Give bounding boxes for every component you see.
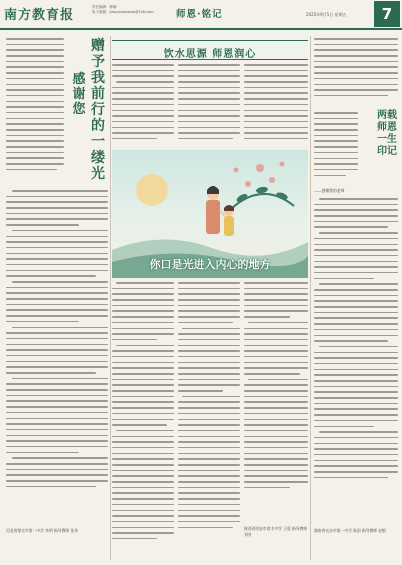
editor-line: 责任编辑：韩静 xyxy=(92,5,117,9)
masthead-logo: 南方教育报 xyxy=(4,8,75,23)
middle-bottom-col2 xyxy=(178,282,240,558)
middle-top-col1 xyxy=(112,64,174,148)
right-article-subtitle: ——感谢我的老师 xyxy=(314,188,345,193)
email-line: 电子邮箱：jiaoyuzhoubao@126.com xyxy=(92,10,154,14)
column-divider-right xyxy=(310,36,311,560)
right-article-body-top xyxy=(314,112,358,182)
masthead-meta xyxy=(92,5,154,15)
middle-article-author: 陕西省西安市育才中学 王晨 指导教师 刘芳 xyxy=(244,526,308,537)
right-article-author: 湖南省长沙市第一中学 陈雨 指导教师 赵敏 xyxy=(314,528,386,533)
middle-bottom-col1 xyxy=(112,282,174,558)
right-article-title: 两载师恩一生印记 xyxy=(377,110,397,157)
left-article-title-part2: 赠予我前行的一缕光 xyxy=(91,38,105,182)
column-divider-left xyxy=(110,36,111,560)
banner-title: 饮水思源 师恩润心 xyxy=(163,49,257,60)
left-article-author: 河北省保定市第一中学 李明 指导教师 张华 xyxy=(6,528,78,533)
middle-top-col2 xyxy=(178,64,240,148)
middle-top-col3 xyxy=(244,64,308,148)
issue-date: 2025年9月5日 星期五 xyxy=(306,12,347,17)
middle-bottom-col3 xyxy=(244,282,308,522)
left-article-title-part1: 感谢您 xyxy=(72,72,86,117)
section-title: 师恩·铭记 xyxy=(176,9,223,20)
right-article-body xyxy=(314,198,398,518)
left-article-intro xyxy=(6,38,64,188)
right-article-intro xyxy=(314,38,398,108)
illustration-caption: 你口是光进入内心的地方 xyxy=(149,258,271,271)
page-header xyxy=(0,0,402,30)
page-number: 7 xyxy=(374,1,400,27)
feature-banner xyxy=(112,40,308,60)
left-article-body xyxy=(6,190,108,520)
